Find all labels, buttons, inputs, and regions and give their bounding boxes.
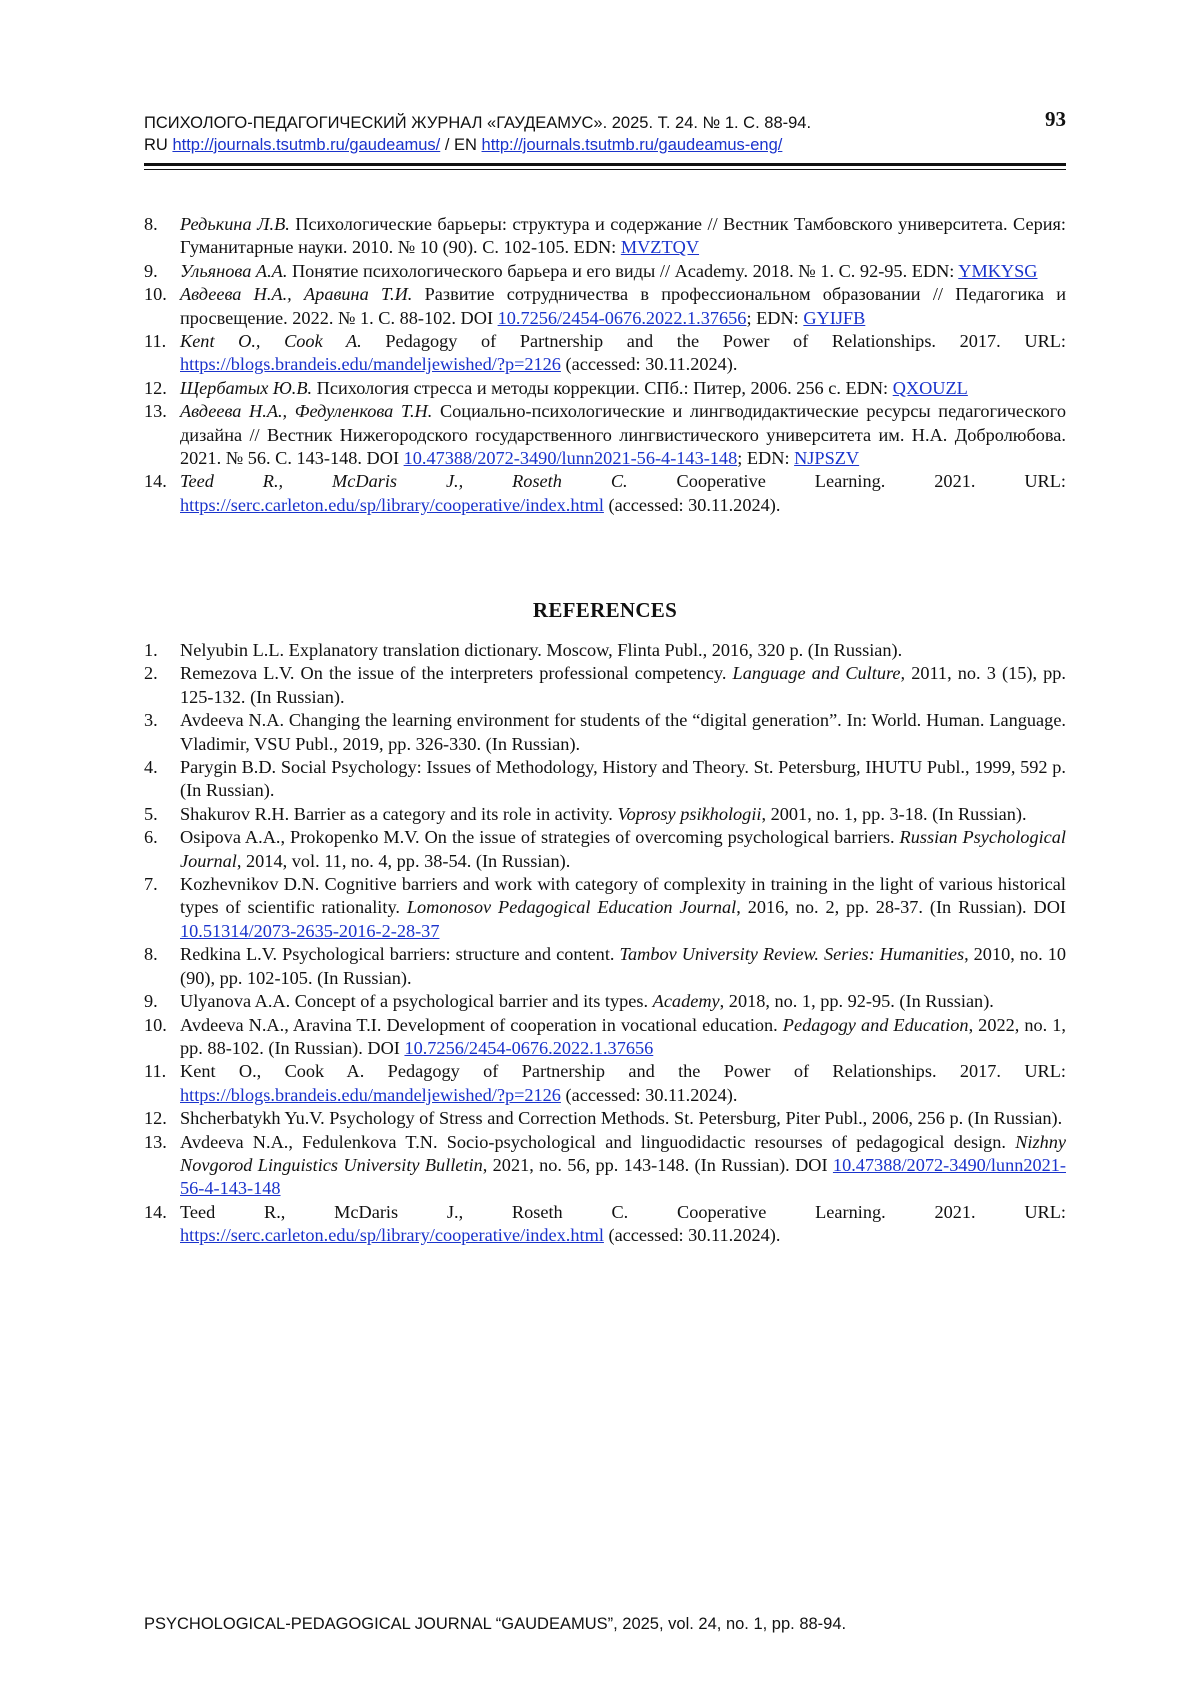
bibliography-entry xyxy=(144,400,1066,470)
entry-number: 12. xyxy=(144,377,167,398)
entry-text: Pedagogy of Partnership and the Power of Relationships. 2017. URL: xyxy=(361,331,1067,352)
reference-number: 2. xyxy=(144,663,158,684)
reference-number: 10. xyxy=(144,1014,167,1035)
reference-link[interactable]: 10.7256/2454-0676.2022.1.37656 xyxy=(404,1037,654,1058)
entry-number: 14. xyxy=(144,471,167,492)
bibliography-entry xyxy=(144,330,1066,377)
reference-source: Pedagogy and Education xyxy=(782,1014,969,1035)
reference-text-after: , 2016, no. 2, pp. 28-37. (In Russian). DOI xyxy=(736,897,1066,918)
reference-text-tail: (accessed: 30.11.2024). xyxy=(560,1084,738,1105)
reference-text-after: , 2022, no. 1, pp. 88-102. (In Russian). DOI xyxy=(180,1014,1066,1058)
reference-number: 6. xyxy=(144,827,158,848)
reference-source: Voprosy psikhologii xyxy=(617,803,762,824)
reference-entry xyxy=(144,943,1066,990)
reference-entry xyxy=(144,803,1066,826)
entry-text: Понятие психологического барьера и его виды // Academy. 2018. № 1. С. 92-95. EDN: xyxy=(287,260,959,281)
reference-source: Nizhny Novgorod Linguistics University Bulletin xyxy=(180,1131,1066,1175)
entry-link[interactable]: YMKYSG xyxy=(958,260,1038,281)
reference-link[interactable]: 10.51314/2073-2635-2016-2-28-37 xyxy=(180,920,440,941)
entry-link[interactable]: https://blogs.brandeis.edu/mandeljewished/?p=2126 xyxy=(180,354,561,375)
entry-text: Социально-психологические и лингводидактические ресурсы педагогического дизайна // Вестник Нижегородского государственного лингвистического университета им. Н.А. Добролюбова. 2021. № 56. С. 143-148. DOI xyxy=(180,401,1066,469)
reference-link[interactable]: 10.47388/2072-3490/lunn2021-56-4-143-148 xyxy=(180,1154,1066,1199)
entry-authors: Авдеева Н.А., Аравина Т.И. xyxy=(180,284,413,305)
reference-number: 5. xyxy=(144,803,158,824)
reference-text: Kent O., Cook A. Pedagogy of Partnership and the Power of Relationships. 2017. URL: xyxy=(180,1061,1066,1082)
entry-number: 11. xyxy=(144,331,167,352)
entry-link[interactable]: 10.7256/2454-0676.2022.1.37656 xyxy=(497,307,747,328)
reference-entry xyxy=(144,709,1066,756)
entry-link[interactable]: 10.47388/2072-3490/lunn2021-56-4-143-148 xyxy=(403,448,738,469)
entry-number: 13. xyxy=(144,401,167,422)
bibliography-entry xyxy=(144,377,1066,400)
journal-links-line xyxy=(144,134,1066,156)
entry-authors: Ульянова А.А. xyxy=(180,260,288,281)
reference-text: Kozhevnikov D.N. Cognitive barriers and work with category of complexity in training in the light of various historical types of scientific rationality. xyxy=(180,874,1066,918)
reference-entry xyxy=(144,756,1066,803)
entry-authors: Kent O., Cook A. xyxy=(180,331,362,352)
running-header xyxy=(144,107,1066,156)
ru-label: RU xyxy=(144,136,168,154)
reference-text-tail: (accessed: 30.11.2024). xyxy=(603,1225,781,1246)
entry-text: Развитие сотрудничества в профессиональном образовании // Педагогика и просвещение. 2022. № 1. С. 88-102. DOI xyxy=(180,284,1066,328)
entry-text: Cooperative Learning. 2021. URL: xyxy=(627,471,1066,492)
reference-text-after: , 2001, no. 1, pp. 3-18. (In Russian). xyxy=(761,803,1027,824)
entry-edn-link[interactable]: GYIJFB xyxy=(803,307,866,328)
reference-text-after: , 2014, vol. 11, no. 4, pp. 38-54. (In Russian). xyxy=(236,850,571,871)
reference-text: Avdeeva N.A., Aravina T.I. Development of cooperation in vocational education. xyxy=(180,1014,783,1035)
reference-text: Nelyubin L.L. Explanatory translation dictionary. Moscow, Flinta Publ., 2016, 320 p. (In Russian). xyxy=(180,640,903,660)
entry-text: Психология стресса и методы коррекции. СПб.: Питер, 2006. 256 с. EDN: xyxy=(312,377,893,398)
reference-entry xyxy=(144,1201,1066,1248)
reference-text-after: 2011, no. 3 (15), pp. 125-132. (In Russian). xyxy=(180,663,1066,707)
reference-entry xyxy=(144,1060,1066,1107)
reference-number: 14. xyxy=(144,1201,167,1222)
bibliography-list xyxy=(144,213,1066,517)
reference-text: Remezova L.V. On the issue of the interpreters professional competency. xyxy=(180,663,733,684)
reference-entry xyxy=(144,873,1066,943)
entry-edn-link[interactable]: NJPSZV xyxy=(794,448,860,469)
reference-source: Academy xyxy=(652,991,720,1012)
entry-number: 9. xyxy=(144,260,158,281)
entry-number: 10. xyxy=(144,284,167,305)
entry-authors: Редькина Л.В. xyxy=(180,214,290,234)
reference-text: Ulyanova A.A. Concept of a psychological barrier and its types. xyxy=(180,991,653,1012)
reference-source: Russian Psychological Journal xyxy=(180,827,1067,871)
reference-text-after: , 2018, no. 1, pp. 92-95. (In Russian). xyxy=(719,991,994,1012)
reference-text: Redkina L.V. Psychological barriers: structure and content. xyxy=(180,944,620,965)
page-number: 93 xyxy=(1045,107,1066,131)
bibliography-entry xyxy=(144,213,1066,260)
reference-entry xyxy=(144,1107,1066,1130)
entry-text-after: (accessed: 30.11.2024). xyxy=(560,354,738,375)
reference-text: Parygin B.D. Social Psychology: Issues of Methodology, History and Theory. St. Petersburg, IHUTU Publ., 1999, 592 p. (In Russian). xyxy=(180,757,1066,801)
reference-entry xyxy=(144,826,1066,873)
reference-text: Avdeeva N.A. Changing the learning environment for students of the “digital generation”. In: World. Human. Language. Vladimir, VSU Publ., 2019, pp. 326-330. (In Russian). xyxy=(180,710,1066,754)
reference-source: Language and Culture, xyxy=(732,663,906,684)
entry-text-mid: ; EDN: xyxy=(737,448,795,469)
reference-text: Teed R., McDaris J., Roseth C. Cooperative Learning. 2021. URL: xyxy=(180,1201,1066,1222)
reference-text: Osipova A.A., Prokopenko M.V. On the issue of strategies of overcoming psychological barriers. xyxy=(180,827,900,848)
reference-number: 1. xyxy=(144,640,158,660)
reference-number: 11. xyxy=(144,1061,167,1082)
header-rule-thin xyxy=(144,169,1066,170)
reference-source: Lomonosov Pedagogical Education Journal xyxy=(406,897,737,918)
reference-number: 12. xyxy=(144,1108,167,1129)
reference-entry xyxy=(144,990,1066,1013)
entry-link[interactable]: https://serc.carleton.edu/sp/library/cooperative/index.html xyxy=(180,494,604,515)
entry-authors: Авдеева Н.А., Федуленкова Т.Н. xyxy=(180,401,433,422)
en-separator: / EN xyxy=(444,136,477,154)
ru-journal-link[interactable]: http://journals.tsutmb.ru/gaudeamus/ xyxy=(172,136,441,154)
reference-number: 3. xyxy=(144,710,158,731)
reference-number: 8. xyxy=(144,944,158,965)
references-list xyxy=(144,639,1066,1248)
reference-link[interactable]: https://blogs.brandeis.edu/mandeljewished/?p=2126 xyxy=(180,1084,561,1105)
bibliography-entry xyxy=(144,470,1066,517)
reference-text-after: , 2010, no. 10 (90), pp. 102-105. (In Russian). xyxy=(180,944,1066,988)
bibliography-entry xyxy=(144,260,1066,283)
bibliography-entry xyxy=(144,283,1066,330)
en-journal-link[interactable]: http://journals.tsutmb.ru/gaudeamus-eng/ xyxy=(481,136,783,154)
entry-text-mid: ; EDN: xyxy=(746,307,804,328)
reference-source: Tambov University Review. Series: Humanities xyxy=(619,944,965,965)
reference-text: Avdeeva N.A., Fedulenkova T.N. Socio-psychological and linguodidactic resourses of pedagogical design. xyxy=(180,1131,1016,1152)
reference-text: Shcherbatykh Yu.V. Psychology of Stress and Correction Methods. St. Petersburg, Piter Publ., 2006, 256 p. (In Russian). xyxy=(180,1108,1063,1129)
reference-number: 4. xyxy=(144,757,158,778)
reference-entry xyxy=(144,1014,1066,1061)
reference-entry xyxy=(144,639,1066,662)
entry-authors: Teed R., McDaris J., Roseth C. xyxy=(180,471,628,492)
reference-number: 9. xyxy=(144,991,158,1012)
entry-number: 8. xyxy=(144,214,158,234)
reference-entry xyxy=(144,1131,1066,1201)
header-rule-thick xyxy=(144,163,1066,166)
entry-link[interactable]: QXOUZL xyxy=(892,377,968,398)
reference-number: 13. xyxy=(144,1131,167,1152)
entry-link[interactable]: MVZTQV xyxy=(620,237,700,258)
entry-authors: Щербатых Ю.В. xyxy=(180,377,313,398)
reference-number: 7. xyxy=(144,874,158,895)
reference-text-after: , 2021, no. 56, pp. 143-148. (In Russian). DOI xyxy=(482,1154,833,1175)
running-footer: PSYCHOLOGICAL-PEDAGOGICAL JOURNAL “GAUDEAMUS”, 2025, vol. 24, no. 1, pp. 88-94. xyxy=(144,1615,847,1633)
reference-text: Shakurov R.H. Barrier as a category and its role in activity. xyxy=(180,803,618,824)
reference-link[interactable]: https://serc.carleton.edu/sp/library/cooperative/index.html xyxy=(180,1225,604,1246)
entry-text-after: (accessed: 30.11.2024). xyxy=(603,494,781,515)
references-heading: REFERENCES xyxy=(532,598,678,622)
reference-entry xyxy=(144,662,1066,709)
journal-title-line: ПСИХОЛОГО-ПЕДАГОГИЧЕСКИЙ ЖУРНАЛ «ГАУДЕАМУС». 2025. Т. 24. № 1. С. 88-94. xyxy=(144,114,812,132)
entry-text: Психологические барьеры: структура и содержание // Вестник Тамбовского университета. Серия: Гуманитарные науки. 2010. № 10 (90). С. 102-105. EDN: xyxy=(180,214,1066,258)
